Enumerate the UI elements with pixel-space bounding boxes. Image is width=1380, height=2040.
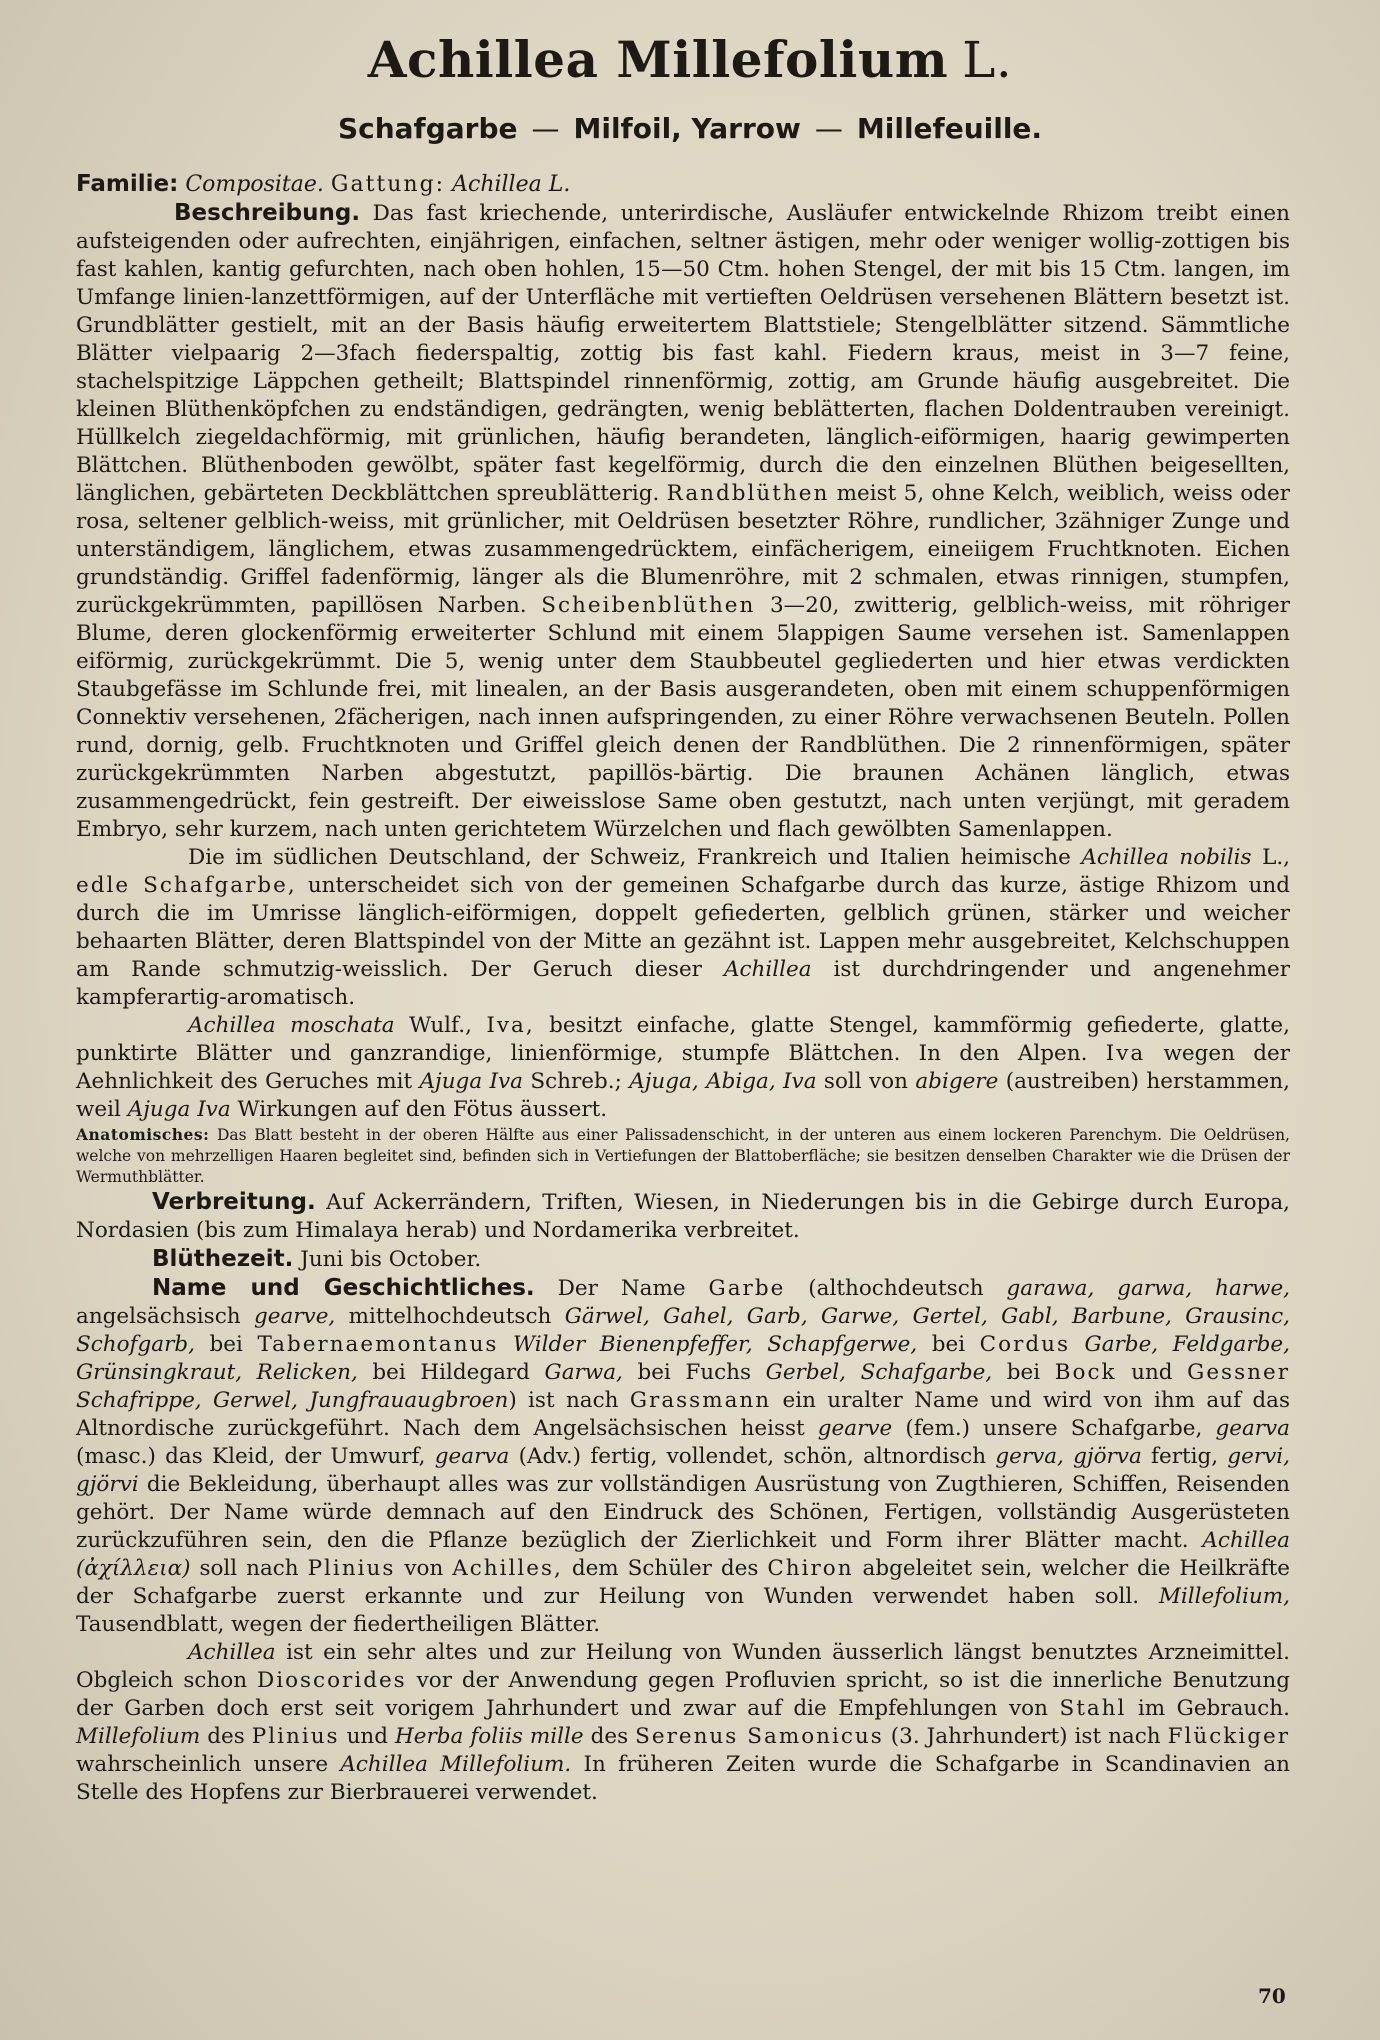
verbreitung-heading: Verbreitung. — [152, 1189, 316, 1215]
nobilis-text-b: L., — [1262, 845, 1291, 870]
species-author: L. — [962, 31, 1013, 89]
verbreitung-paragraph — [76, 1188, 1290, 1245]
moschata-ajuga-3: Ajuga Iva — [127, 1097, 231, 1122]
name-person: Achilles, — [452, 1556, 563, 1581]
name-text: (masc.) das Kleid, der Umwurf, — [76, 1444, 426, 1469]
usage-italic: Herba foliis mille — [395, 1724, 584, 1749]
name-text: (fem.) unsere Schafgarbe, — [905, 1416, 1203, 1441]
moschata-species: Achillea moschata — [188, 1013, 395, 1038]
name-text: bei — [209, 1332, 243, 1357]
name-person: Gessner — [1187, 1360, 1290, 1385]
name-italic: gervi, gjörvi — [76, 1444, 1290, 1497]
species-name: Achillea Millefolium — [367, 30, 949, 89]
name-text: abgeleitet sein, welcher die Heilkräfte der Schafgarbe zuerst erkannte und zur Heilung von Wunden verwendet haben soll. — [76, 1556, 1291, 1609]
nobilis-species: Achillea nobilis — [1081, 845, 1252, 870]
usage-text: vor der Anwendung gegen Profluvien spricht, so ist die innerliche Benutzung der Garben doch erst seit vorigem Jahrhundert und zwar auf die Empfehlungen von — [76, 1668, 1290, 1721]
moschata-iva: Iva, — [486, 1013, 535, 1038]
name-text: fertig, — [1151, 1444, 1219, 1469]
moschata-abigere: abigere — [915, 1069, 999, 1094]
name-text: ) ist nach — [508, 1388, 619, 1413]
name-person: Grassmann — [629, 1388, 772, 1413]
gattung-value: Achillea L. — [452, 172, 571, 197]
name-text: dem Schüler des — [571, 1556, 759, 1581]
page-number: 70 — [1258, 1984, 1286, 2008]
name-italic: Wilder Bienenpfeffer, Schapfgerwe, — [513, 1332, 918, 1357]
nobilis-common: edle Schafgarbe, — [76, 873, 297, 898]
name-text: angelsächsisch — [76, 1304, 241, 1329]
name-text: Tausendblatt, wegen der fiedertheiligen Blätter. — [76, 1612, 601, 1637]
name-text: von — [404, 1556, 444, 1581]
name-italic: Gerbel, Schafgarbe, — [765, 1360, 993, 1385]
name-italic: gearve, — [253, 1304, 336, 1329]
name-italic: Achillea (ἀχίλλεια) — [76, 1528, 1290, 1581]
name-text: und — [1131, 1360, 1173, 1385]
name-person: Cordus — [979, 1332, 1070, 1357]
name-italic: Schafrippe, Gerwel, Jungfrauaugbroen — [76, 1388, 509, 1413]
dash-2: — — [814, 112, 843, 145]
familie-line — [76, 170, 1290, 199]
usage-text: (3. Jahrhundert) ist nach — [890, 1724, 1161, 1749]
moschata-text-b: besitzt einfache, glatte Stengel, kammförmig gefiederte, glatte, punktirte Blätter und ganzrandige, linienförmige, stumpfe Blättchen. In den Alpen. — [76, 1013, 1290, 1066]
randblueten-label: Randblüthen — [666, 481, 830, 506]
name-italic: gerva, gjörva — [995, 1444, 1142, 1469]
moschata-text-e: soll von — [823, 1069, 908, 1094]
common-names — [0, 112, 1380, 145]
gattung-label: Gattung: — [330, 172, 446, 197]
usage-person: Stahl — [1059, 1696, 1127, 1721]
moschata-text-a: Wulf., — [409, 1013, 472, 1038]
anatomisches-paragraph — [76, 1124, 1290, 1188]
usage-text: ist ein sehr altes und zur Heilung von Wunden äusserlich längst benutztes Arzneimittel. Obgleich schon — [76, 1640, 1290, 1693]
name-text: bei Fuchs — [637, 1360, 752, 1385]
usage-person: Dioscorides — [256, 1668, 407, 1693]
nobilis-text-d: ist durchdringender und angenehmer kampferartig-aromatisch. — [76, 957, 1290, 1010]
name-heading: Name und Geschichtliches. — [152, 1275, 535, 1301]
moschata-text-f: (austreiben) herstammen, weil — [76, 1069, 1290, 1122]
usage-person: Flückiger — [1167, 1724, 1290, 1749]
name-person: Bock — [1054, 1360, 1117, 1385]
moschata-text-c: wegen der Aehnlichkeit des Geruches mit — [76, 1041, 1290, 1094]
usage-text: und — [346, 1724, 389, 1749]
page-title — [0, 30, 1380, 89]
moschata-ajuga: Ajuga Iva — [419, 1069, 523, 1094]
name-text: bei Hildegard — [372, 1360, 530, 1385]
moschata-iva-2: Iva — [1105, 1041, 1146, 1066]
anatomisches-heading: Anatomisches: — [76, 1125, 210, 1144]
name-garbe: Garbe — [708, 1276, 786, 1301]
name-italic: garawa, garwa, harwe, — [1006, 1276, 1291, 1301]
name-text: mittelhochdeutsch — [348, 1304, 552, 1329]
name-italic: gearva — [1215, 1416, 1290, 1441]
bluethezeit-paragraph — [76, 1245, 1290, 1274]
usage-text: des — [207, 1724, 245, 1749]
nobilis-genus: Achillea — [723, 957, 812, 982]
name-italic: Gärwel, Gahel, Garb, Garwe, Gertel, Gabl, Barbune, Grausinc, Schofgarb, — [76, 1304, 1290, 1357]
beschreibung-heading: Beschreibung. — [174, 200, 361, 226]
moschata-text-g: Wirkungen auf den Fötus äussert. — [237, 1097, 608, 1122]
verbreitung-text: Auf Ackerrändern, Triften, Wiesen, in Niederungen bis in die Gebirge durch Europa, Nordasien (bis zum Himalaya herab) und Nordamerika verbreitet. — [76, 1190, 1290, 1243]
moschata-paragraph — [76, 1012, 1290, 1124]
name-text: soll nach — [199, 1556, 299, 1581]
name-italic: Millefolium, — [1158, 1584, 1290, 1609]
beschreibung-text-3: 3—20, zwitterig, gelblich-weiss, mit röhriger Blume, deren glockenförmig erweiterter Schlund mit einem 5lappigen Saume versehen ist. Samenlappen eiförmig, zurückgekrümmt. Die 5, wenig unter dem Staubbeutel gegliederten und hier etwas verdickten Staubgefässe im Schlunde frei, mit linealen, an der Basis ausgerandeten, oben mit einem schuppenförmigen Connektiv versehenen, 2fächerigen, nach innen aufspringenden, zu einer Röhre verwachsenen Beuteln. Pollen rund, dornig, gelb. Fruchtknoten und Griffel gleich denen der Randblüthen. Die 2 rinnenförmigen, später zurückgekrümmten Narben abgestutzt, papillös-bärtig. Die braunen Achänen länglich, etwas zusammengedrückt, fein gestreift. Der eiweisslose Same oben gestutzt, nach unten verjüngt, mit geradem Embryo, sehr kurzem, nach unten gerichtetem Würzelchen und flach gewölbten Samenlappen. — [76, 593, 1291, 842]
name-text: die Bekleidung, überhaupt alles was zur vollständigen Ausrüstung von Zugthieren, Schiffen, Reisenden gehört. Der Name würde demnach auf den Eindruck des Schönen, Fertigen, vollständig Ausgerüsteten zurückzuführen sein, den die Pflanze bezüglich der Zierlichkeit und Form ihrer Blätter macht. — [76, 1472, 1290, 1553]
nobilis-paragraph — [76, 844, 1290, 1012]
usage-text: wahrscheinlich unsere — [76, 1752, 329, 1777]
beschreibung-text-2: meist 5, ohne Kelch, weiblich, weiss oder rosa, seltener gelblich-weiss, mit grünlicher, mit Oeldrüsen besetzter Röhre, rundlicher, 3zähniger Zunge und unterständigem, länglichem, etwas zusammengedrücktem, einfächerigem, eineiigem Fruchtknoten. Eichen grundständig. Griffel fadenförmig, länger als die Blumenröhre, mit 2 schmalen, etwas rinnigen, stumpfen, zurückgekrümmten, papillösen Narben. — [76, 481, 1290, 618]
name-italic: Garwa, — [544, 1360, 623, 1385]
name-text: ein uralter Name und wird von ihm auf das Altnordische zurückgeführt. Nach dem Angelsächsischen heisst — [76, 1388, 1290, 1441]
nobilis-text-a: Die im südlichen Deutschland, der Schweiz, Frankreich und Italien heimische — [188, 845, 1071, 870]
usage-italic: Achillea — [188, 1640, 276, 1665]
dash-1: — — [531, 112, 560, 145]
body-text — [76, 170, 1290, 1807]
usage-text: des — [590, 1724, 629, 1749]
name-italic: gearva — [434, 1444, 510, 1469]
usage-person: Plinius — [251, 1724, 340, 1749]
name-italic: gearve — [817, 1416, 893, 1441]
name-text: Der Name — [557, 1276, 686, 1301]
usage-italic: Achillea Millefolium. — [340, 1752, 572, 1777]
bluethezeit-text: Juni bis October. — [300, 1247, 482, 1272]
name-text: (Adv.) fertig, vollendet, schön, altnordisch — [518, 1444, 987, 1469]
usage-text: In früheren Zeiten wurde die Schafgarbe in Scandinavien an Stelle des Hopfens zur Bierbrauerei verwendet. — [76, 1752, 1290, 1805]
name-person: Chiron — [767, 1556, 854, 1581]
usage-person: Serenus Samonicus — [635, 1724, 884, 1749]
nobilis-text-c: unterscheidet sich von der gemeinen Schafgarbe durch das kurze, ästige Rhizom und durch die im Umrisse länglich-eiförmigen, doppelt gefiederten, gelblich grünen, stärker und weicher behaarten Blätter, deren Blattspindel von der Mitte an gezähnt ist. Lappen mehr ausgebreitet, Kelchschuppen am Rande schmutzig-weisslich. Der Geruch dieser — [76, 873, 1290, 982]
bluethezeit-heading: Blüthezeit. — [152, 1246, 294, 1272]
name-person: Tabernaemontanus — [257, 1332, 499, 1357]
name-text: bei — [1006, 1360, 1041, 1385]
common-name-fr: Millefeuille. — [856, 112, 1043, 145]
name-text: (althochdeutsch — [808, 1276, 984, 1301]
anatomisches-text: Das Blatt besteht in der oberen Hälfte aus einer Palissadenschicht, in der unteren aus einem lockeren Parenchym. Die Oeldrüsen, welche von mehrzelligen Haaren begleitet sind, befinden sich in Vertiefungen der Blattoberfläche; sie besitzen denselben Charakter wie die Drüsen der Wermuthblätter. — [76, 1126, 1290, 1186]
beschreibung-text-1: Das fast kriechende, unterirdische, Ausläufer entwickelnde Rhizom treibt einen aufsteigenden oder aufrechten, einjährigen, einfachen, seltner ästigen, mehr oder weniger wollig-zottigen bis fast kahlen, kantig gefurchten, nach oben hohlen, 15—50 Ctm. hohen Stengel, der mit bis 15 Ctm. langen, im Umfange linien-lanzettförmigen, auf der Unterfläche mit vertieften Oeldrüsen versehenen Blättern besetzt ist. Grundblätter gestielt, mit an der Basis häufig erweitertem Blattstiele; Stengelblätter sitzend. Sämmtliche Blätter vielpaarig 2—3fach fiederspaltig, zottig bis fast kahl. Fiedern kraus, meist in 3—7 feine, stachelspitzige Läppchen getheilt; Blattspindel rinnenförmig, zottig, am Grunde häufig ausgebreitet. Die kleinen Blüthenköpfchen zu endständigen, gedrängten, wenig beblätterten, flachen Doldentrauben vereinigt. Hüllkelch ziegeldachförmig, mit grünlichen, häufig berandeten, länglich-eiförmigen, haarig gewimperten Blättchen. Blüthenboden gewölbt, später fast kegelförmig, durch die den einzelnen Blüthen beigesellten, länglichen, gebärteten Deckblättchen spreublätterig. — [76, 201, 1290, 506]
moschata-ajuga-2: Ajuga, Abiga, Iva — [629, 1069, 817, 1094]
common-name-en: Milfoil, Yarrow — [573, 112, 801, 145]
name-person: Plinius — [307, 1556, 396, 1581]
name-paragraph — [76, 1274, 1290, 1639]
usage-paragraph — [76, 1639, 1290, 1807]
moschata-text-d: Schreb.; — [530, 1069, 622, 1094]
usage-text: im Gebrauch. — [1137, 1696, 1290, 1721]
common-name-de: Schafgarbe — [337, 112, 518, 145]
familie-label: Familie: — [76, 171, 179, 197]
usage-italic: Millefolium — [76, 1724, 201, 1749]
beschreibung-paragraph — [76, 199, 1290, 844]
scheibenblueten-label: Scheibenblüthen — [541, 593, 756, 618]
name-italic: Garbe, Feldgarbe, Grünsingkraut, Relicken, — [76, 1332, 1290, 1385]
familie-value: Compositae. — [185, 172, 324, 197]
name-text: bei — [931, 1332, 966, 1357]
